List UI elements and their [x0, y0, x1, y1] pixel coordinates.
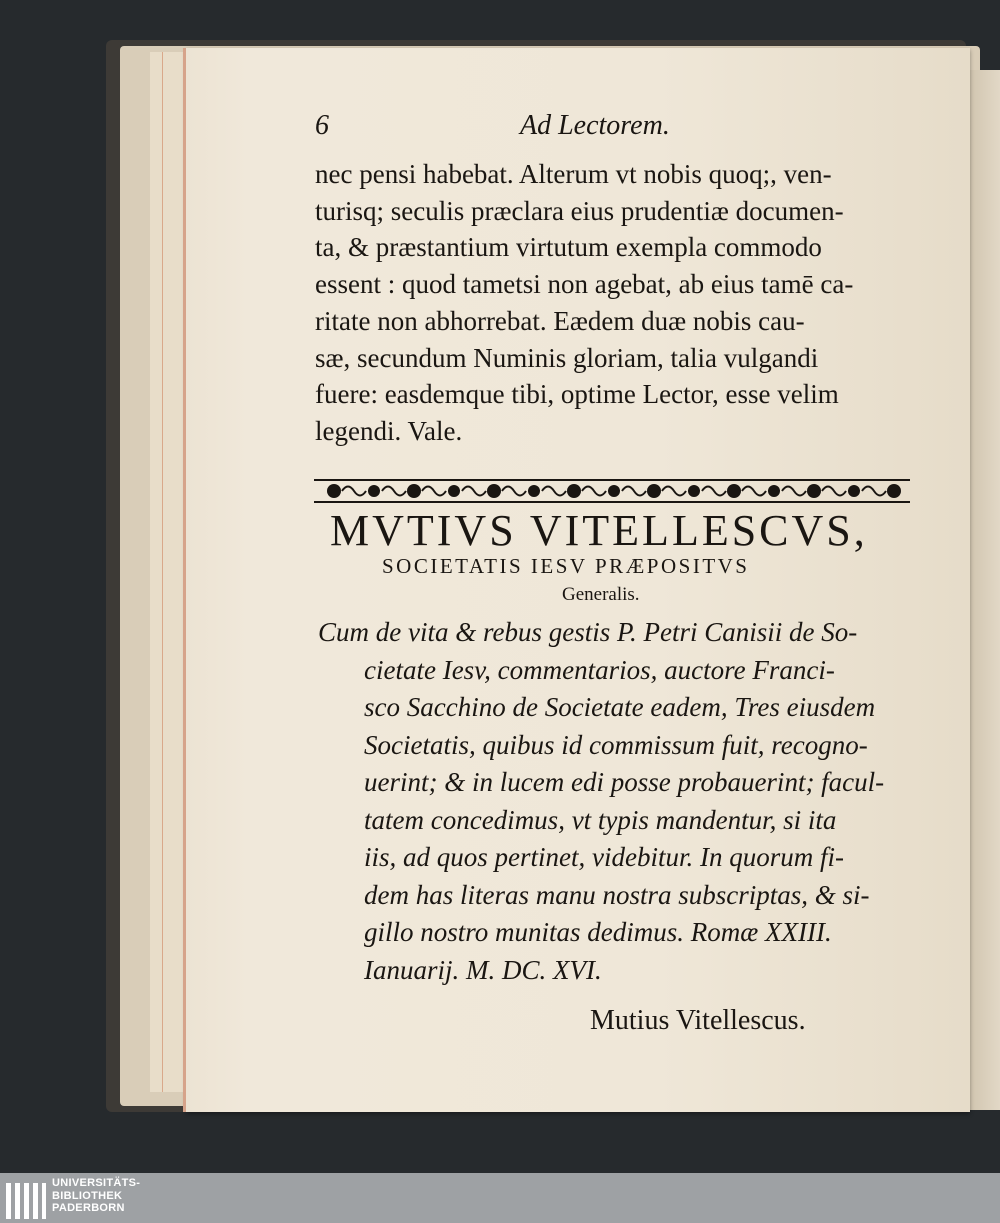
- approbation-line: uerint; & in lucem edi posse probauerint; facul-: [364, 767, 885, 797]
- page-number: 6: [315, 110, 329, 141]
- approbation-name: MVTIVS VITELLESCVS,: [330, 506, 868, 555]
- footer-bar: [0, 1173, 1000, 1223]
- body-line: ta, & præstantium virtutum exempla commodo: [315, 232, 822, 263]
- body-line: ritate non abhorrebat. Eædem duæ nobis cau-: [315, 305, 805, 336]
- approbation-office: SOCIETATIS IESV PRÆPOSITVS: [382, 554, 750, 578]
- body-line: essent : quod tametsi non agebat, ab eius tamē ca-: [315, 269, 854, 300]
- approbation-line: sco Sacchino de Societate eadem, Tres eiusdem: [364, 692, 876, 722]
- library-logo-icon: [6, 1179, 46, 1219]
- library-logo-text: [52, 1177, 140, 1215]
- body-line: fuere: easdemque tibi, optime Lector, esse velim: [315, 379, 839, 410]
- approbation-line: Cum de vita & rebus gestis P. Petri Canisii de So-: [318, 617, 858, 647]
- approbation-line: Ianuarij. M. DC. XVI.: [364, 954, 602, 985]
- body-line: sæ, secundum Numinis gloriam, talia vulgandi: [315, 342, 819, 373]
- running-title: Ad Lectorem.: [520, 110, 670, 141]
- logo-line: UNIVERSITÄTS-: [52, 1177, 141, 1189]
- ornament-band: [314, 474, 910, 508]
- approbation-office-line2: Generalis.: [562, 584, 640, 605]
- body-line: legendi. Vale.: [315, 415, 463, 446]
- page-edge: [150, 52, 164, 1092]
- body-text: [315, 156, 853, 450]
- approbation-line: dem has literas manu nostra subscriptas, & si-: [364, 879, 870, 910]
- approbation-line: cietate Iesv, commentarios, auctore Franci-: [364, 654, 835, 685]
- approbation-line: tatem concedimus, vt typis mandentur, si ita: [364, 804, 837, 835]
- approbation-line: iis, ad quos pertinet, videbitur. In quorum fi-: [364, 842, 844, 872]
- approbation-line: gillo nostro munitas dedimus. Romæ XXIII.: [364, 917, 832, 947]
- logo-line: PADERBORN: [52, 1202, 125, 1214]
- body-line: nec pensi habebat. Alterum vt nobis quoq;, ven-: [315, 159, 832, 189]
- approbation-text: [318, 614, 884, 989]
- approbation-line: Societatis, quibus id commissum fuit, recogno-: [364, 729, 868, 760]
- body-line: turisq; seculis præclara eius prudentiæ documen-: [315, 195, 844, 226]
- signature: Mutius Vitellescus.: [590, 1005, 806, 1036]
- facing-page-strip: [966, 70, 1000, 1110]
- logo-line: BIBLIOTHEK: [52, 1189, 123, 1202]
